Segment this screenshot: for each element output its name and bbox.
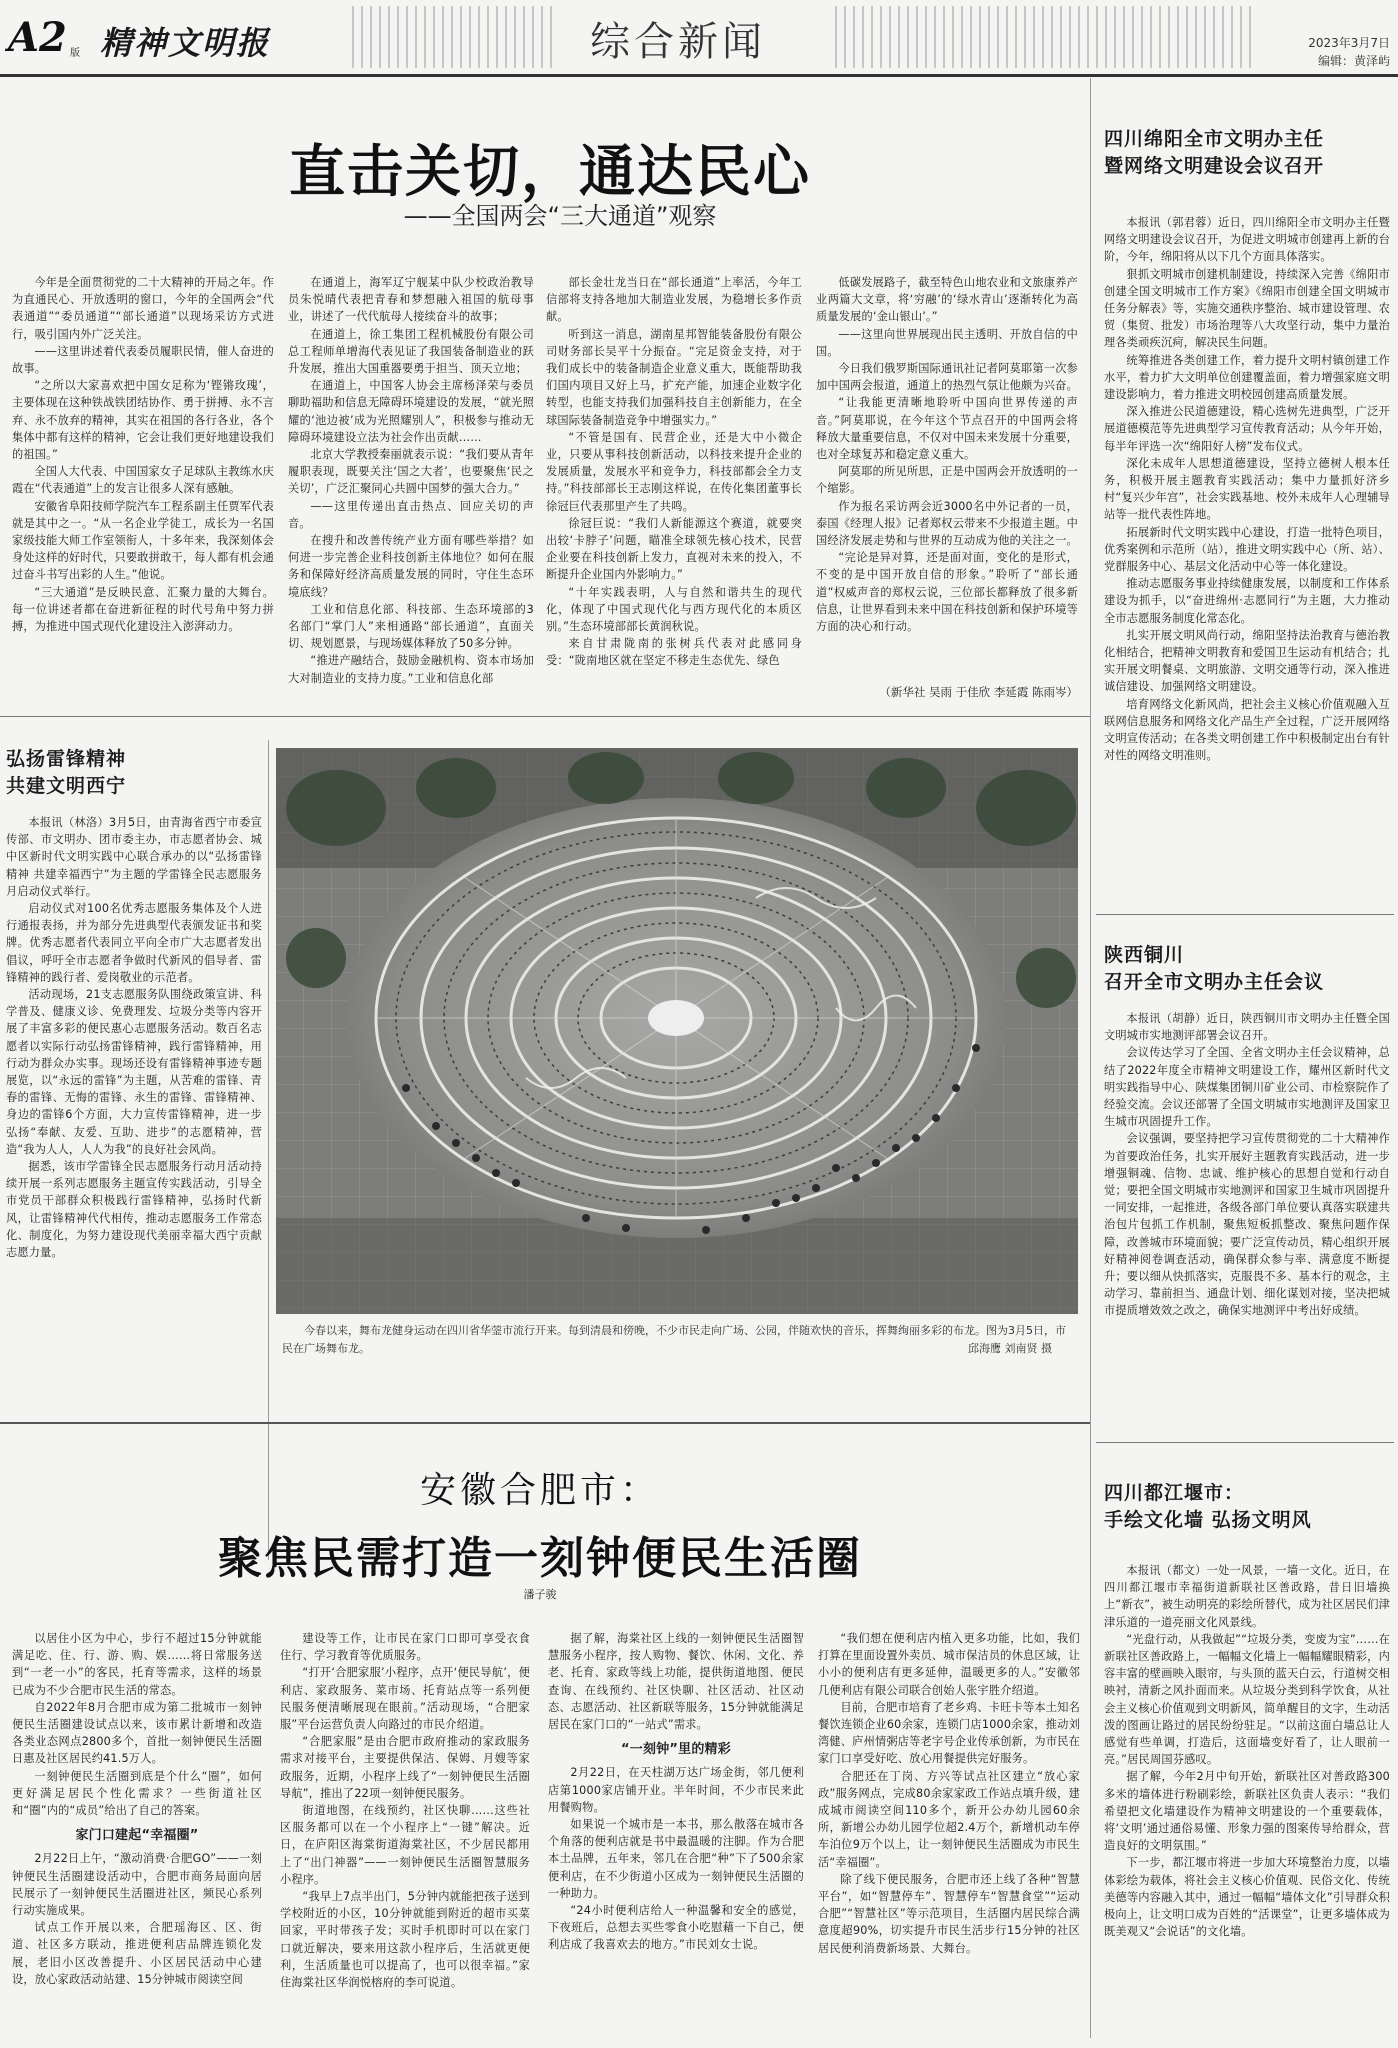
paragraph: “让我能更清晰地聆听中国向世界传递的声音。”阿莫耶说，在今年这个节点召开的中国两会将释放大量重要信息，不仅对中国未来发展十分重要，也对全球复苏和稳定意义重大。: [816, 396, 1078, 462]
masthead-stripes: [352, 6, 557, 68]
title-line: 手绘文化墙 弘扬文明风: [1104, 1509, 1312, 1531]
paragraph: 徐冠巨说：“我们人新能源这个赛道，就要突出较‘卡脖子’问题，瞄准全球领先核心技术，民营企业要在科技创新上发力，直视对未来的投入，不断提升企业国内外影响力。”: [546, 516, 802, 582]
section-title: 综合新闻: [590, 19, 766, 65]
paragraph: 除了线下便民服务，合肥市还上线了各种“智慧平台”，如“智慧停车”、智慧停车“智慧食堂”“运动合肥”“智慧社区”等示范项目，生活圈内居民综合满意度超90%，切实提升市民生活步行15分钟的社区居民便利消费新场景、大舞台。: [818, 1872, 1080, 1955]
paragraph: ——这里讲述着代表委员履职民情，催人奋进的故事。: [12, 344, 274, 376]
paragraph: 本报讯（郭君蓉）近日，四川绵阳全市文明办主任暨网络文明建设会议召开，为促进文明城市创建再上新的台阶，今年，绵阳将从以下几个方面具体落实。: [1104, 216, 1390, 264]
left-story-title: [6, 746, 256, 800]
photo-credit: 邱海鹰 刘南贤 摄: [968, 1342, 1052, 1355]
right-story-2-body: [1104, 1010, 1390, 1436]
left-story-body: [6, 814, 262, 1556]
title-line: 四川绵阳全市文明办主任: [1104, 128, 1325, 150]
paragraph: 在搜升和改善传统产业方面有哪些举措？如何进一步完善企业科技创新主体地位？如何在服务和保障好经济高质量发展的同时，守住生态环境底线？: [288, 534, 534, 599]
paragraph: “合肥家服”是由合肥市政府推动的家政服务需求对接平台，主要提供保洁、保姆、月嫂等家政服务，近期，小程序上线了“一刻钟便民生活圈导航”，推出了22项一刻钟便民服务。: [280, 1735, 530, 1800]
paragraph: 听到这一消息，湖南星邦智能装备股份有限公司财务部长吴平十分振奋。“完足资金支持，对于我们成长中的装备制造企业意义重大，既能帮助我们国内项目又好上马，扩充产能，加速企业数字化转型，也能支持我们加强科技自主创新能力，在全球国际装备制造竞争中增强实力。”: [546, 327, 802, 427]
paragraph: 部长金壮龙当日在“部长通道”上率活，今年工信部将支持各地加大制造业发展，为稳增长多作贡献。: [546, 276, 802, 324]
paragraph: 深化未成年人思想道德建设，坚持立德树人根本任务，积极开展主题教育实践活动；集中力量抓好济乡村“复兴少年宫”，社会实践基地、校外未成年人心理辅导站等一批代表性阵地。: [1104, 456, 1390, 522]
paragraph: 工业和信息化部、科技部、生态环境部的3名部门“掌门人”来相通路“部长通道”，直面关切、规划愿景，与现场媒体释放了50多分钟。: [288, 602, 534, 651]
paragraph: 全国人大代表、中国国家女子足球队主教练水庆霞在“代表通道”上的发言让很多人深有感触。: [12, 465, 274, 496]
title-line: 召开全市文明办主任会议: [1104, 971, 1325, 993]
paragraph: 会议强调，要坚持把学习宣传贯彻党的二十大精神作为首要政治任务，扎实开展好主题教育实践活动，进一步增强铜魂、信物、忠诚、维护核心的思想自觉和行动自觉；要把全国文明城市实地测评和国家卫生城市巩固提升一同安排，一起推进，各级各部门单位要认真落实联建共治包片包抓工作机制，聚焦短板抓整改、聚焦问题作保障，改善城市环境面貌；要广泛宣传动员，精心组织开展好精神阅卷调查活动，确保群众参与率、满意度不断提升；要以细从快抓落实，克服畏不多、基本行的观念，主动学习、靠前担当、通盘计划、细化谋划对接，坚决把城市提质增效效之改之，确保实地测评中考出好成绩。: [1104, 1132, 1390, 1318]
photo-caption: [282, 1322, 1072, 1358]
hefei-headline: 聚焦民需打造一刻钟便民生活圈: [218, 1533, 862, 1584]
news-photo-dragon-dance: [276, 748, 1078, 1314]
paragraph: 推动志愿服务事业持续健康发展，以制度和工作体系建设为抓手，以“奋进绵州·志愿同行”为主题，大力推动全市志愿服务制度化常态化。: [1104, 577, 1390, 625]
paragraph: 启动仪式对100名优秀志愿服务集体及个人进行通报表扬，并为部分先进典型代表颁发证书和奖牌。优秀志愿者代表同立平向全市广大志愿者发出倡议，呼吁全市志愿者争做时代新风的倡导者、雷锋精神的践行者、爱岗敬业的示范者。: [6, 902, 262, 984]
paragraph: “24小时便利店给人一种温馨和安全的感觉，下夜班后，总想去买些零食小吃慰藉一下自己，便利店成了我喜欢去的地方。”市民刘女士说。: [548, 1904, 804, 1952]
paragraph: 建设等工作，让市民在家门口即可享受衣食住行、学习教育等优质服务。: [280, 1632, 530, 1663]
paragraph: “三大通道”是反映民意、汇聚力量的大舞台。每一位讲述者都在奋进新征程的时代号角中努力拼搏，为推进中国式现代化建设注入澎湃动力。: [12, 585, 274, 634]
paragraph: 目前，合肥市培育了老乡鸡、卡旺卡等本土知名餐饮连锁企业60余家，连锁门店1000余家，推动刘湾健、庐州情粥店等老字号企业传承创新，为市民在家门口享受好吃、放心用餐提供完好服务。: [818, 1700, 1080, 1766]
lead-bottom-rule: [0, 716, 1090, 717]
paragraph: 本报讯（都文）一处一风景，一墙一文化。近日，在四川都江堰市幸福街道新联社区善政路，昔日旧墙换上“新衣”，被生动明亮的彩绘所替代，成为社区居民们津津乐道的一道亮丽文化风景线。: [1104, 1564, 1390, 1629]
paragraph: “我们想在便利店内植入更多功能，比如，我们打算在里面设置外卖员、城市保洁员的休息区域，让小小的便利店有更多延伸，温暖更多的人。”安徽邻几便利店有限公司联合创始人张宇胜介绍道。: [818, 1632, 1080, 1697]
page-number-suffix: 版: [70, 48, 80, 59]
title-line: 暨网络文明建设会议召开: [1104, 155, 1325, 177]
left-column-rule: [268, 740, 269, 1560]
paragraph: 作为报名采访两会近3000名中外记者的一员，泰国《经理人报》记者郑权云带来不少报道主题。中国经济发展走势和与世界的互动成为他的关注之一。: [816, 499, 1078, 548]
paragraph: 试点工作开展以来，合肥瑶海区、区、街道、社区多方联动，推进便利店品牌连锁化发展，老旧小区改善提升、小区居民活动中心建设，放心家政活动站建、15分钟城市阅读空间: [12, 1921, 262, 1986]
right-story-1-body: [1104, 214, 1390, 908]
paragraph: ——这里传递出直击热点、回应关切的声音。: [288, 499, 534, 530]
issue-date: 2023年3月7日: [1308, 36, 1390, 50]
title-line: 陕西铜川: [1104, 944, 1185, 966]
paragraph: “十年实践表明，人与自然和谐共生的现代化，体现了中国式现代化与西方现代化的本质区别。”生态环境部部长黄润秋说。: [546, 585, 802, 634]
paragraph: 会议传达学习了全国、全省文明办主任会议精神，总结了2022年度全市精神文明建设工作，耀州区新时代文明实践指导中心、陕煤集团铜川矿业公司、市检察院作了经验交流。会议还部署了全国文明城市实地测评及国家卫生城市巩固提升工作。: [1104, 1046, 1390, 1129]
paragraph: 在通道上，海军辽宁舰某中队少校政治教导员朱悦晴代表把青春和梦想融入祖国的航母事业，讲述了一代代航母人接续奋斗的故事；: [288, 276, 534, 324]
masthead: [0, 0, 1398, 80]
paragraph: “完论是异对算，还是面对面，变化的是形式，不变的是中国开放自信的形象。”聆听了“部长通道”权威声音的郑权云说，三位部长都释放了很多新信息，让世界看到未来中国在科技创新和保护环境等方面的决心和行动。: [816, 551, 1078, 634]
caption-text: 今春以来，舞布龙健身运动在四川省华蓥市流行开来。每到清晨和傍晚，不少市民走向广场、公园，伴随欢快的音乐，挥舞绚丽多彩的布龙。图为3月5日，市民在广场舞布龙。: [282, 1324, 1066, 1355]
hefei-column-1: [12, 1630, 262, 2038]
lead-subheadline: ——全国两会“三大通道”观察: [403, 202, 717, 230]
paragraph: 低碳发展路子，截至特色山地农业和文旅康养产业两篇大文章，将‘穷融’的‘绿水青山’逐渐转化为高质量发展的‘金山银山’。”: [816, 276, 1078, 324]
masthead-stripes-right: [835, 6, 1255, 68]
subheading: “一刻钟”里的精彩: [621, 1742, 731, 1758]
paragraph: 狠抓文明城市创建机制建设，持续深入完善《绵阳市创建全国文明城市工作方案》《绵阳市创建全国文明城市任务分解表》等，实施交通秩序整治、城市建设管理、农贸（集贸、批发）市场治理等八大攻坚行动，集中力量治理各类顽疾沉疴，解决民生问题。: [1104, 267, 1390, 350]
hefei-column-2: [280, 1630, 530, 2038]
editor-credit: 编辑：黄泽屿: [1317, 54, 1390, 68]
paragraph: 扎实开展文明风尚行动，绵阳坚持法治教育与德治教化相结合，把精神文明教育和爱国卫生运动有机结合；扎实开展文明餐桌、文明旅游、文明交通等行动，深入推进诚信建设、加强网络文明建设。: [1104, 628, 1390, 694]
lead-column-3: [546, 274, 802, 702]
newspaper-logo: 精神文明报: [100, 24, 271, 62]
paragraph: 今日我们俄罗斯国际通讯社记者阿莫耶第一次参加中国两会报道，通道上的热烈气氛让他颇为兴奋。: [816, 362, 1078, 393]
paragraph: 培育网络文化新风尚，把社会主义核心价值观融入互联网信息服务和网络文化产品生产全过程，广泛开展网络文明宣传活动；在各类文明创建工作中积极制定出台有针对性的网络文明准则。: [1104, 697, 1390, 763]
title-line: 四川都江堰市：: [1104, 1482, 1245, 1504]
title-line: 共建文明西宁: [6, 775, 127, 797]
paragraph: 2月22日上午，“激动消费·合肥GO”——一刻钟便民生活圈建设活动中，合肥市商务局面向居民展示了一刻钟便民生活圈进社区，频民心系列行动实施成果。: [12, 1852, 262, 1918]
hefei-top-rule: [0, 1422, 1090, 1424]
right-divider-2: [1096, 1442, 1394, 1443]
paragraph: 2月22日，在天柱湖万达广场金街，邻几便利店第1000家店铺开业。半年时间，不少市民来此用餐购物。: [548, 1766, 804, 1814]
hefei-column-4: [818, 1630, 1080, 2038]
lead-column-4: [816, 274, 1078, 684]
right-divider-1: [1096, 914, 1394, 915]
subheading: 家门口建起“幸福圈”: [75, 1828, 199, 1844]
page-number: A2: [8, 14, 67, 61]
hefei-kicker: 安徽合肥市：: [419, 1470, 660, 1511]
paragraph: 活动现场，21支志愿服务队围绕政策宣讲、科学普及、健康义诊、免费理发、垃圾分类等内容开展了丰富多彩的便民惠心志愿服务活动。数百名志愿者以实际行动弘扬雷锋精神，践行雷锋精神，用行动为群众办实事。现场还设有雷锋精神事迹专题展览，以“永远的雷锋”为主题，从苦难的雷锋、青春的雷锋、无悔的雷锋、永生的雷锋、雷锋精神、身边的雷锋6个方面，大力宣传雷锋精神，进一步弘扬“奉献、友爱、互助、进步”的志愿精神，营造“我为人人，人人为我”的良好社会风尚。: [6, 988, 262, 1156]
paragraph: 安徽省阜阳技师学院汽车工程系副主任贾军代表就是其中之一。“从一名企业学徒工，成长为一名国家级技能大师工作室领衔人，十多年来，我深刻体会身处这样的好时代，只要敢拼敢干，每人都有机会通过奋斗书写出彩的人生。”他说。: [12, 499, 274, 582]
hefei-author: 潘子骏: [523, 1588, 557, 1601]
paragraph: 合肥还在丁岗、方兴等试点社区建立“放心家政”服务网点，完成80余家家政工作站点填升级，建成城市阅读空间110多个，新开公办幼儿园60余所，新增公办幼儿园学位超2.4万个，新增机动车停车泊位9万个以上，让一刻钟便民生活圈成为市民生活“幸福圈”。: [818, 1769, 1080, 1869]
paragraph: 本报讯（林洛）3月5日，由青海省西宁市委宣传部、市文明办、团市委主办，市志愿者协会、城中区新时代文明实践中心联合承办的以“弘扬雷锋精神 共建幸福西宁”为主题的学雷锋全民志愿服务月启动仪式举行。: [6, 816, 262, 898]
lead-byline: （新华社 吴雨 于佳欣 李延霞 陈雨岑）: [879, 685, 1078, 699]
paragraph: “打开‘合肥家服’小程序，点开‘便民导航’，便利店、家政服务、菜市场、托育站点等一系列便民服务便清晰展现在眼前。”活动现场，“合肥家服”平台运营负责人向路过的市民介绍道。: [280, 1666, 530, 1732]
paragraph: ——这里向世界展现出民主透明、开放自信的中国。: [816, 327, 1078, 358]
paragraph: 在通道上，中国客人协会主席杨泽荣与委员聊助福助和信息无障碍环境建设的发展，“就光照耀的‘池边被’成为光照耀别人”，积极参与推动无障碍环境建设立法为社会作出贡献……: [288, 379, 534, 444]
paragraph: “之所以大家喜欢把中国女足称为‘铿锵玫瑰’，主要体现在这种铁战铁团结协作、勇于拼搏、永不言弃、永不放弃的精神，其实在祖国的各行各业，各个集体中都有这样的精神，它会让我们更好地建设我们的祖国。”: [12, 379, 274, 462]
paragraph: 据了解，今年2月中旬开始，新联社区对善政路300多米的墙体进行粉刷彩绘，新联社区负责人表示：“我们希望把文化墙建设作为精神文明建设的一个重要载体，将‘文明’通过通俗易懂、形象力强的图案传导给群众，营造良好的文明氛围。”: [1104, 1770, 1390, 1853]
lead-column-2: [288, 274, 534, 702]
paragraph: 今年是全面贯彻党的二十大精神的开局之年。作为直通民心、开放透明的窗口，今年的全国两会“代表通道”“委员通道”“部长通道”以现场采访方式进行，吸引国内外广泛关注。: [12, 276, 274, 341]
paragraph: 据悉，该市学雷锋全民志愿服务行动月活动持续开展一系列志愿服务主题宣传实践活动，引导全市党员干部群众积极践行雷锋精神，弘扬时代新风，让雷锋精神代代相传，推动志愿服务工作常态化、制度化，为努力建设现代美丽幸福大西宁贡献志愿力量。: [6, 1160, 262, 1260]
paragraph: “光盘行动，从我做起”“垃圾分类，变废为宝”……在新联社区善政路上，一幅幅文化墙上一幅幅耀眼精彩，内容丰富的壁画映入眼帘，与头顶的蓝天白云，行道树交相映衬，清新之风扑面而来。从垃圾分类到科学饮食，从社会主义核心价值观到文明新风，简单醒目的文字，生动活泼的图画让路过的居民纷纷驻足。“以前这面白墙总让人感觉有些单调，打造后，这面墙变好看了，让人眼前一亮。”居民周国芬感叹。: [1104, 1632, 1390, 1767]
right-story-3-body: [1104, 1562, 1390, 2038]
right-column-rule: [1090, 78, 1091, 2038]
paragraph: 统筹推进各类创建工作，着力提升文明村镇创建工作水平，着力扩大文明单位创建覆盖面，着力增强家庭文明建设影响力，着力推进文明校园创建高质量发展。: [1104, 353, 1390, 402]
paragraph: 北京大学教授秦丽就表示说：“我们要从青年履职表现，既要关注‘国之大者’，也要聚焦‘民之关切’，广泛汇聚同心共圆中国梦的强大合力。”: [288, 448, 534, 496]
paragraph: 拓展新时代文明实践中心建设，打造一批特色项目，优秀案例和示范所（站），推进文明实践中心（所、站）、党群服务中心、基层文化活动中心等一体化建设。: [1104, 525, 1390, 574]
paragraph: 本报讯（胡静）近日，陕西铜川市文明办主任暨全国文明城市实地测评部署会议召开。: [1104, 1012, 1390, 1043]
paragraph: “我早上7点半出门，5分钟内就能把孩子送到学校附近的小区，10分钟就能到附近的超市买菜回家，平时带孩子发；买时手机即时可以在家门口就近解决，要来用这款小程序后，生活就更便利，生活质量也可以提高了，也可以很幸福。”家住海棠社区华润悦榕府的李可说道。: [280, 1890, 530, 1990]
paragraph: 在通道上，徐工集团工程机械股份有限公司总工程师单增海代表见证了我国装备制造业的跃升发展，推出大国重器要勇于担当、顶天立地；: [288, 327, 534, 376]
lead-column-1: [12, 274, 274, 702]
paragraph: 以居住小区为中心，步行不超过15分钟就能满足吃、住、行、游、购、娱……将日常服务送到“一老一小”的客民，托育等需求，这样的场景已成为不少合肥市民生活的常态。: [12, 1632, 262, 1697]
paragraph: “推进产融结合，鼓励金融机构、资本市场加大对制造业的支持力度。”工业和信息化部: [288, 654, 534, 685]
paragraph: 深入推进公民道德建设，精心选树先进典型，广泛开展道德模范等先进典型学习宣传教育活动；从今年开始，每半年评选一次“绵阳好人榜”发布仪式。: [1104, 405, 1390, 453]
paragraph: 一刻钟便民生活圈到底是个什么“圈”，如何更好满足居民个性化需求？一些街道社区和“圈”内的“成员”给出了自己的答案。: [12, 1769, 262, 1818]
right-story-3-title: [1104, 1480, 1394, 1534]
paragraph: 据了解，海棠社区上线的一刻钟便民生活圈智慧服务小程序，按人购物、餐饮、休闲、文化、养老、托育、家政等线上功能，提供街道地图、便民查询、在线预约、社区快聊、社区活动、社区动态、志愿活动、社区新联等服务，15分钟就能满足居民在家门口的“一站式”需求。: [548, 1632, 804, 1732]
paragraph: 下一步，都江堰市将进一步加大环境整治力度，以墙体彩绘为载体，将社会主义核心价值观、民俗文化、传统美德等内容融入其中，通过一幅幅“墙体文化”引导群众积极向上，让文明口成为百姓的“活课堂”，让更多墙体成为既美观又“会说话”的文化墙。: [1104, 1856, 1390, 1939]
hefei-column-3: [548, 1630, 804, 2038]
paragraph: 阿莫耶的所见所思，正是中国两会开放透明的一个缩影。: [816, 465, 1078, 496]
paragraph: 来自甘肃陇南的张树兵代表对此感同身受：“陇南地区就在坚定不移走生态优先、绿色: [546, 637, 802, 668]
right-story-1-title: [1104, 126, 1394, 180]
title-line: 弘扬雷锋精神: [6, 748, 127, 770]
lead-headline: 直击关切，通达民心: [289, 140, 811, 205]
paragraph: 自2022年8月合肥市成为第二批城市一刻钟便民生活圈建设试点以来，该市累计新增和改造各类业态网点2800多个，首批一刻钟便民生活圈日惠及社区居民约41.5万人。: [12, 1700, 262, 1766]
masthead-rule: [0, 74, 1398, 77]
paragraph: “不管是国有、民营企业，还是大中小微企业，只要从事科技创新活动，以科技来提升企业的发展质量，发展水平和竞争力，科技部都会全力支持。”科技部部长王志刚这样说，在传化集团董事长徐冠巨代表那里产生了共鸣。: [546, 430, 802, 513]
right-story-2-title: [1104, 942, 1394, 996]
plaza-photo-illustration: [276, 748, 1078, 1314]
paragraph: 街道地图，在线预约，社区快聊……这些社区服务都可以在一个小程序上“一键”解决。近日，在庐阳区海棠街道海棠社区，不少居民都用上了“出门神器”——一刻钟便民生活圈智慧服务小程序。: [280, 1804, 530, 1886]
paragraph: 如果说一个城市是一本书，那么散落在城市各个角落的便利店就是书中最温暖的注脚。作为合肥本土品牌，五年来，邻几在合肥“种”下了500余家便利店，在不少街道小区成为一刻钟便民生活圈的一种助力。: [548, 1818, 804, 1900]
